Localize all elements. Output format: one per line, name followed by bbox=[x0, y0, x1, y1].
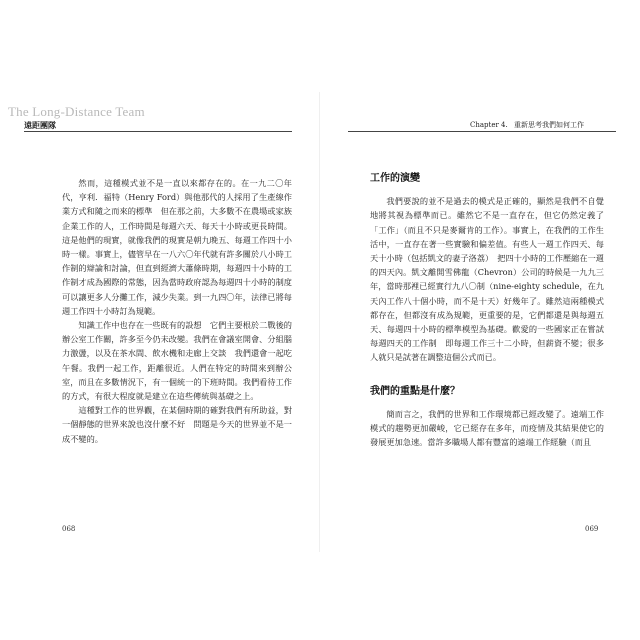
chapter-title: 重新思考我們如何工作 bbox=[513, 121, 584, 129]
left-page-body bbox=[62, 176, 292, 446]
paragraph: 我們要說的並不是過去的模式是正確的，顯然是我們不自覺地將其視為標準而已。雖然它不是一直存在，但它仍然定義了「工作」（而且不只是麥爾肯的工作）。事實上，在我們的工作生活中，一直存在著一些實驗和偏差值。有些人一週工作四天、每天十小時（包括凱文的妻子洛荔） 把四十小時的工作壓縮在一週的四天內。凱文離開雪佛龍（Chevron）公司的時候是一九九三年，當時那裡已經實行九八〇制（nine-eighty schedule，在九天內工作八十個小時，而不是十天）好幾年了。雖然這兩種模式都存在，但都沒有成為規範，更重要的是，它們都還是與每週五天、每週四十小時的標準模型為基礎。歡愛的一些國家正在嘗試每週四天的工作制 即每週工作三十二小時，但薪資不變；很多人就只是試著在調整這個公式而已。 bbox=[370, 196, 604, 363]
section-heading: 我們的重點是什麼？ bbox=[370, 385, 460, 397]
running-header-left: 遠距團隊 bbox=[24, 120, 56, 130]
paragraph: 然而，這種模式並不是一直以來都存在的。在一九二〇年代，亨利．福特（Henry Ford）與他那代的人採用了生產線作業方式和隨之而來的標準 但在那之前，大多數不在農場或家族企業工作的人，工作時間是每週六天、每天十小時或更長時間。這是他們的現實，就像我們的現實是朝九晚五、每週工作四十小時一樣。事實上，儘管早在一八六〇年代就有許多關於八小時工作制的辯論和討論，但直到經濟大蕭條時期，每週四十小時的工作制才成為國際的常態，因為當時政府認為每週四十小時的制度可以讓更多人分攤工作，減少失業。到一九四〇年，法律已將每週工作四十小時訂為規範。 bbox=[62, 178, 292, 316]
page-number-left: 068 bbox=[62, 525, 76, 533]
paragraph: 簡而言之，我們的世界和工作環境都已經改變了。遠端工作模式的趨勢更加嚴峻，它已經存在多年，而疫情及其結果使它的發展更加急速。當許多職場人都有豐富的遠端工作經驗（而且 bbox=[370, 408, 604, 448]
right-page-body bbox=[370, 172, 604, 449]
book-title-watermark: The Long-Distance Team bbox=[8, 104, 145, 119]
section-heading: 工作的演變 bbox=[370, 173, 420, 184]
header-rule-left bbox=[24, 131, 292, 132]
chapter-label: Chapter 4. bbox=[470, 121, 508, 129]
paragraph: 知識工作中也存在一些既有的設想 它們主要根於二戰後的辦公室工作關，許多至今仍未改變。我們在會議室開會、分組腦力激盪，以及在茶水間、飲水機和走廊上交談 我們還會一起吃午餐。我們一起工作，距離很近。人們在特定的時間來到辦公室，而且在多數情況下，有一個統一的下班時間。我們看待工作的方式，有很大程度就是建立在這些傳統與基礎之上。 bbox=[62, 320, 292, 402]
running-header-right bbox=[470, 120, 584, 130]
page-gutter bbox=[319, 92, 320, 552]
page-number-right: 069 bbox=[585, 525, 599, 533]
paragraph: 這種對工作的世界觀，在某個時期的確對我們有所助益，對一個靜態的世界來說也沒什麼不好 問題是今天的世界並不是一成不變的。 bbox=[62, 405, 292, 444]
header-rule-right bbox=[348, 131, 616, 132]
